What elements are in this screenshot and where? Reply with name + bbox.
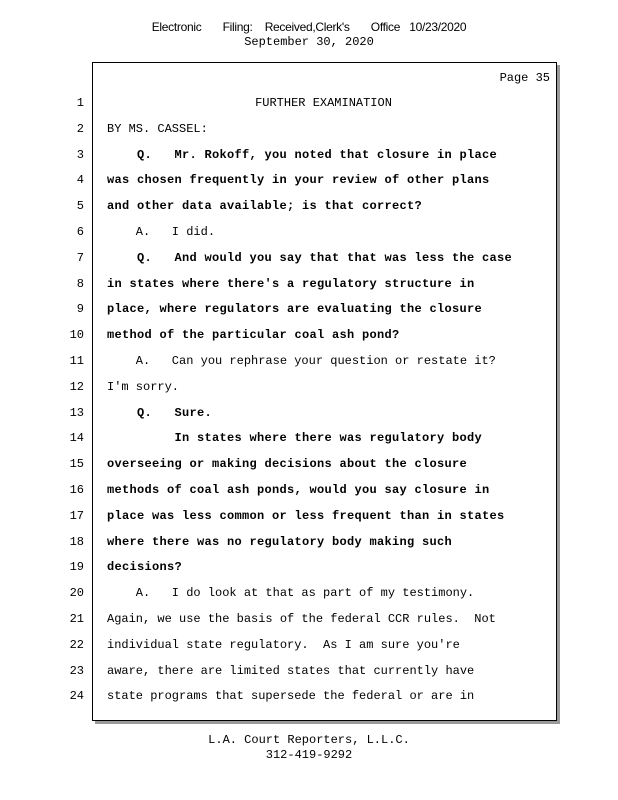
line-number: 12 <box>69 380 84 394</box>
section-heading: FURTHER EXAMINATION <box>255 96 392 110</box>
page-number: Page 35 <box>499 71 550 85</box>
transcript-line: place was less common or less frequent than in states <box>107 509 505 523</box>
line-number: 16 <box>69 483 84 497</box>
line-number: 15 <box>69 457 84 471</box>
transcript-line: state programs that supersede the federal or are in <box>107 689 475 703</box>
line-number: 14 <box>69 431 84 445</box>
transcript-line: A. I did. <box>107 225 216 239</box>
transcript-line: method of the particular coal ash pond? <box>107 328 400 342</box>
transcript-line: Again, we use the basis of the federal CCR rules. Not <box>107 612 496 626</box>
transcript-line: Q. Mr. Rokoff, you noted that closure in place <box>107 148 498 162</box>
line-number: 11 <box>69 354 84 368</box>
transcript-line: and other data available; is that correct? <box>107 199 423 213</box>
transcript-line: in states where there's a regulatory structure in <box>107 277 475 291</box>
line-number: 7 <box>76 251 84 265</box>
transcript-line: A. I do look at that as part of my testimony. <box>107 586 475 600</box>
line-number: 24 <box>69 689 84 703</box>
transcript-line: A. Can you rephrase your question or restate it? <box>107 354 496 368</box>
transcript-line: overseeing or making decisions about the closure <box>107 457 468 471</box>
line-number: 6 <box>76 225 84 239</box>
transcript-line: place, where regulators are evaluating the closure <box>107 302 483 316</box>
transcript-line: where there was no regulatory body making such <box>107 535 453 549</box>
transcript-line: BY MS. CASSEL: <box>107 122 208 136</box>
transcript-line: individual state regulatory. As I am sure you're <box>107 638 460 652</box>
line-number: 23 <box>69 664 84 678</box>
line-number: 22 <box>69 638 84 652</box>
header-date: September 30, 2020 <box>244 35 374 49</box>
line-number: 19 <box>69 560 84 574</box>
transcript-line: decisions? <box>107 560 183 574</box>
transcript-line: Q. And would you say that that was less the case <box>107 251 513 265</box>
line-number: 1 <box>76 96 84 110</box>
transcript-line: was chosen frequently in your review of other plans <box>107 173 490 187</box>
line-number: 2 <box>76 122 84 136</box>
transcript-line: Q. Sure. <box>107 406 213 420</box>
transcript-line: I'm sorry. <box>107 380 180 394</box>
line-number: 4 <box>76 173 84 187</box>
line-number: 5 <box>76 199 84 213</box>
transcript-line: In states where there was regulatory body <box>107 431 483 445</box>
line-number: 3 <box>76 148 84 162</box>
line-number: 20 <box>69 586 84 600</box>
line-number: 17 <box>69 509 84 523</box>
line-number: 9 <box>76 302 84 316</box>
line-number: 18 <box>69 535 84 549</box>
transcript-line: methods of coal ash ponds, would you say closure in <box>107 483 490 497</box>
line-number: 13 <box>69 406 84 420</box>
filing-stamp: Electronic Filing: Received,Clerk's Office 10/23/2020 <box>151 20 467 34</box>
footer-company: L.A. Court Reporters, L.L.C. <box>208 733 410 747</box>
line-number: 21 <box>69 612 84 626</box>
line-number: 10 <box>69 328 84 342</box>
line-number: 8 <box>76 277 84 291</box>
transcript-line: aware, there are limited states that currently have <box>107 664 475 678</box>
footer-phone: 312-419-9292 <box>265 748 353 762</box>
